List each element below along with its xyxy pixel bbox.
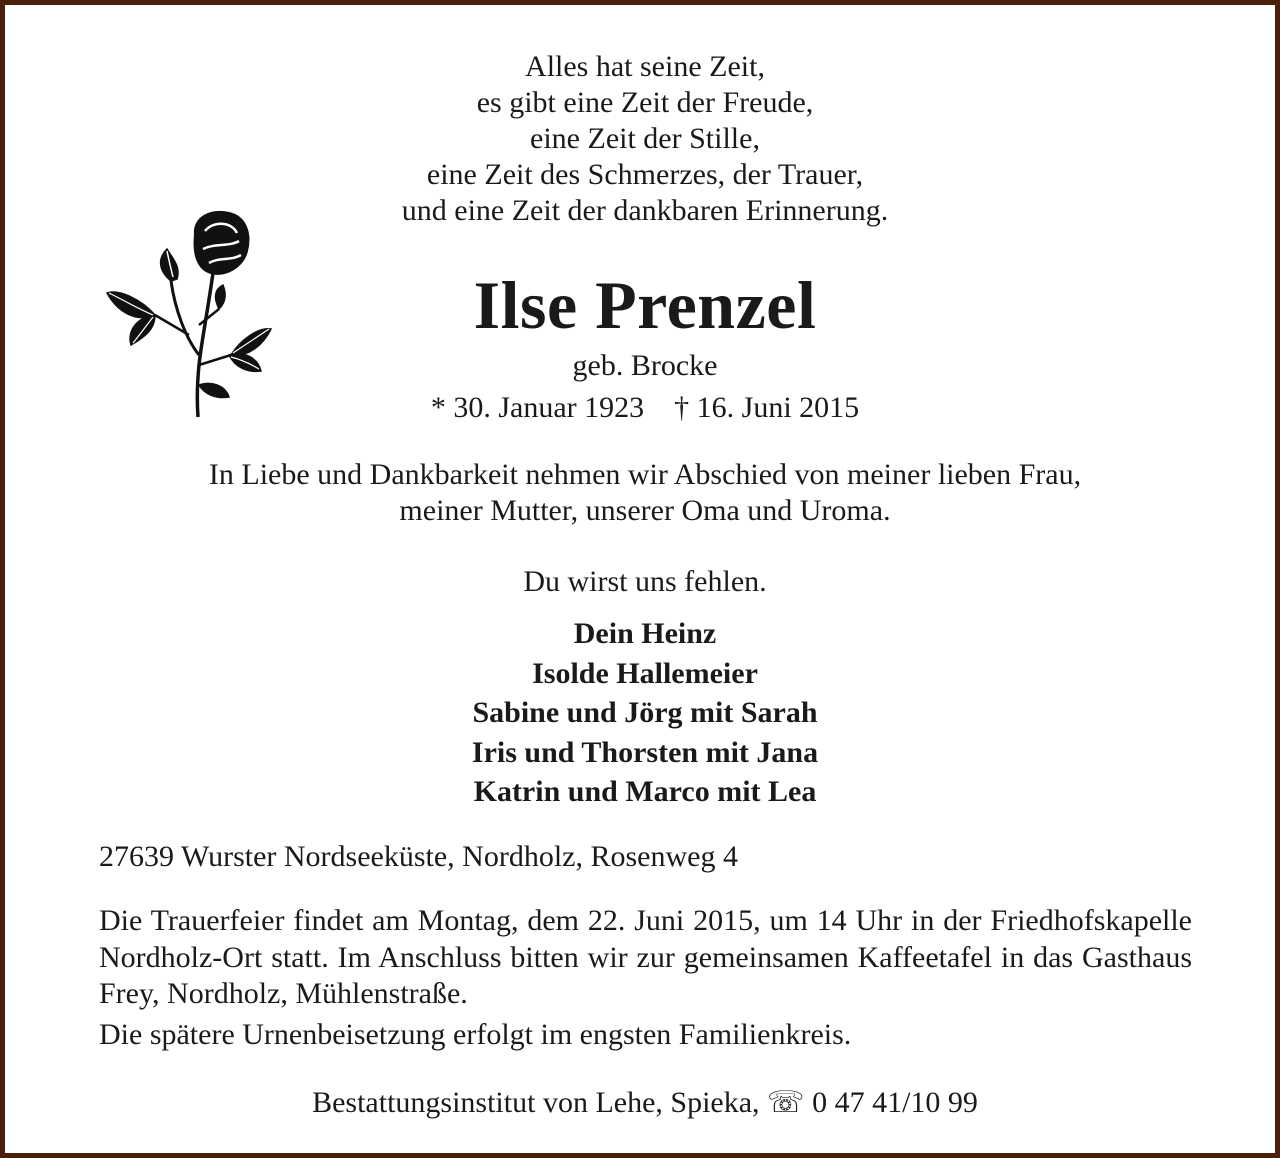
- ceremony-notice: [99, 903, 1192, 1013]
- mourner: Sabine und Jörg mit Sarah: [472, 696, 818, 729]
- undertaker-name: Bestattungsinstitut von Lehe, Spieka,: [312, 1086, 760, 1119]
- undertaker-line: [5, 1085, 1280, 1121]
- mourners-list: [5, 614, 1280, 812]
- mourner: Dein Heinz: [573, 617, 717, 650]
- farewell-line: In Liebe und Dankbarkeit nehmen wir Abschied von meiner lieben Frau,: [208, 458, 1082, 491]
- mourner: Iris und Thorsten mit Jana: [471, 735, 819, 769]
- deceased-name: Ilse Prenzel: [473, 267, 817, 343]
- life-dates: * 30. Januar 1923 † 16. Juni 2015: [430, 391, 860, 424]
- miss-you-line: Du wirst uns fehlen.: [523, 565, 767, 598]
- mourner: Isolde Hallemeier: [532, 656, 758, 690]
- poem: [5, 49, 1280, 229]
- urn-burial-notice: Die spätere Urnenbeisetzung erfolgt im engsten Familienkreis.: [99, 1018, 852, 1051]
- poem-line: eine Zeit der Stille,: [530, 122, 760, 155]
- poem-line: und eine Zeit der dankbaren Erinnerung.: [401, 194, 889, 227]
- ceremony-text: Die Trauerfeier findet am Montag, dem 22. Juni 2015, um 14 Uhr in der Friedhofskapelle Nordholz-Ort statt. Im Anschluss bitten wir zur gemeinsamen Kaffeetafel in das Gasthaus Frey, Nordholz, Mühlenstraße.: [99, 904, 1192, 1010]
- telephone-icon: ☏: [767, 1086, 805, 1119]
- farewell-line: meiner Mutter, unserer Oma und Uroma.: [399, 494, 891, 527]
- poem-line: Alles hat seine Zeit,: [525, 50, 765, 83]
- birth-name: geb. Brocke: [572, 349, 718, 382]
- poem-line: es gibt eine Zeit der Freude,: [476, 86, 814, 119]
- mourner: Katrin und Marco mit Lea: [473, 775, 817, 808]
- family-address: 27639 Wurster Nordseeküste, Nordholz, Rosenweg 4: [99, 840, 738, 873]
- undertaker-phone: 0 47 41/10 99: [812, 1086, 978, 1119]
- poem-line: eine Zeit des Schmerzes, der Trauer,: [426, 158, 864, 191]
- farewell-message: [5, 457, 1280, 529]
